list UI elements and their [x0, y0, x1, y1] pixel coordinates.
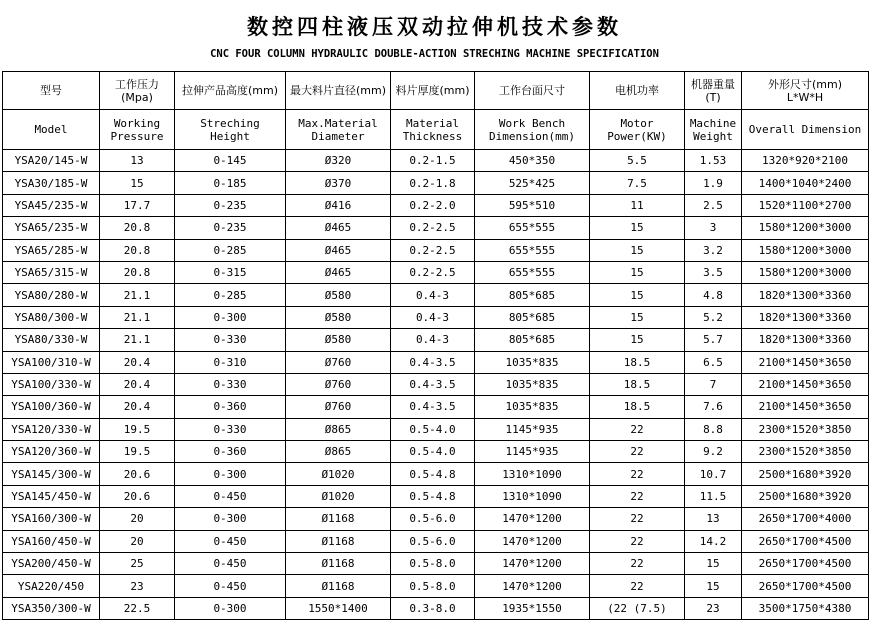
- header-material-thickness: [391, 72, 475, 110]
- cell-material-thickness: 0.5-4.8: [391, 463, 475, 485]
- cell-material-thickness: 0.2-2.0: [391, 194, 475, 216]
- cell-working-pressure: 15: [100, 172, 175, 194]
- header-text: Pressure: [110, 129, 164, 143]
- cell-motor-power: 11: [590, 194, 685, 216]
- cell-motor-power: 15: [590, 329, 685, 351]
- cell-overall-dimension: 1820*1300*3360: [742, 284, 869, 306]
- cell-motor-power: 22: [590, 553, 685, 575]
- table-row: [3, 373, 869, 395]
- cell-max-material-diameter: Ø465: [286, 239, 391, 261]
- cell-work-bench-dimension: 655*555: [475, 217, 590, 239]
- cell-working-pressure: 21.1: [100, 329, 175, 351]
- cell-working-pressure: 20.4: [100, 396, 175, 418]
- cell-working-pressure: 20.8: [100, 217, 175, 239]
- cell-max-material-diameter: Ø760: [286, 396, 391, 418]
- table-row: [3, 463, 869, 485]
- cell-machine-weight: 23: [685, 597, 742, 619]
- cell-working-pressure: 13: [100, 150, 175, 172]
- cell-streching-height: 0-450: [175, 553, 286, 575]
- cell-motor-power: 18.5: [590, 373, 685, 395]
- page-title: 数控四柱液压双动拉伸机技术参数: [247, 14, 622, 39]
- cell-overall-dimension: 2500*1680*3920: [742, 463, 869, 485]
- cell-work-bench-dimension: 1470*1200: [475, 553, 590, 575]
- table-row: [3, 172, 869, 194]
- header-text: 工作压力: [115, 77, 159, 91]
- cell-machine-weight: 5.7: [685, 329, 742, 351]
- cell-streching-height: 0-285: [175, 239, 286, 261]
- cell-working-pressure: 23: [100, 575, 175, 597]
- cell-material-thickness: 0.5-4.0: [391, 441, 475, 463]
- cell-streching-height: 0-235: [175, 217, 286, 239]
- header-text: Machine: [689, 116, 737, 130]
- cell-streching-height: 0-285: [175, 284, 286, 306]
- cell-motor-power: 15: [590, 239, 685, 261]
- table-row: [3, 351, 869, 373]
- cell-machine-weight: 8.8: [685, 418, 742, 440]
- cell-model: YSA200/450-W: [3, 553, 100, 575]
- header-overall-dimension: [742, 110, 869, 150]
- header-work-bench-dimension: [475, 72, 590, 110]
- cell-streching-height: 0-450: [175, 575, 286, 597]
- cell-working-pressure: 21.1: [100, 306, 175, 328]
- spec-table-body: [3, 72, 869, 620]
- cell-model: YSA120/330-W: [3, 418, 100, 440]
- cell-model: YSA100/330-W: [3, 373, 100, 395]
- cell-work-bench-dimension: 1470*1200: [475, 508, 590, 530]
- cell-max-material-diameter: Ø416: [286, 194, 391, 216]
- cell-model: YSA160/300-W: [3, 508, 100, 530]
- header-material-thickness: [391, 110, 475, 150]
- cell-work-bench-dimension: 655*555: [475, 261, 590, 283]
- cell-working-pressure: 19.5: [100, 441, 175, 463]
- cell-motor-power: 18.5: [590, 351, 685, 373]
- header-text: Diameter: [311, 129, 365, 143]
- cell-overall-dimension: 1580*1200*3000: [742, 261, 869, 283]
- spec-table: [2, 71, 869, 620]
- table-row: [3, 485, 869, 507]
- cell-streching-height: 0-300: [175, 306, 286, 328]
- header-overall-dimension: [742, 72, 869, 110]
- cell-max-material-diameter: Ø1168: [286, 530, 391, 552]
- table-row: [3, 239, 869, 261]
- header-text: 电机功率: [615, 84, 659, 97]
- cell-streching-height: 0-310: [175, 351, 286, 373]
- cell-machine-weight: 3: [685, 217, 742, 239]
- header-text: Max.Material: [298, 116, 378, 130]
- cell-overall-dimension: 1320*920*2100: [742, 150, 869, 172]
- table-row: [3, 441, 869, 463]
- header-text: Work Bench: [498, 116, 566, 130]
- cell-work-bench-dimension: 1145*935: [475, 418, 590, 440]
- cell-model: YSA20/145-W: [3, 150, 100, 172]
- cell-overall-dimension: 2100*1450*3650: [742, 396, 869, 418]
- cell-model: YSA120/360-W: [3, 441, 100, 463]
- header-machine-weight: [685, 110, 742, 150]
- cell-material-thickness: 0.4-3: [391, 329, 475, 351]
- header-text: Working: [113, 116, 161, 130]
- cell-streching-height: 0-315: [175, 261, 286, 283]
- cell-overall-dimension: 3500*1750*4380: [742, 597, 869, 619]
- header-text: Weight: [693, 129, 733, 143]
- cell-working-pressure: 19.5: [100, 418, 175, 440]
- cell-work-bench-dimension: 595*510: [475, 194, 590, 216]
- header-text: 拉伸产品高度(mm): [181, 84, 278, 97]
- cell-work-bench-dimension: 1035*835: [475, 396, 590, 418]
- cell-working-pressure: 20: [100, 530, 175, 552]
- cell-max-material-diameter: Ø1168: [286, 575, 391, 597]
- header-text: (T): [705, 90, 721, 104]
- cell-machine-weight: 15: [685, 575, 742, 597]
- cell-streching-height: 0-330: [175, 373, 286, 395]
- cell-machine-weight: 5.2: [685, 306, 742, 328]
- cell-work-bench-dimension: 450*350: [475, 150, 590, 172]
- cell-work-bench-dimension: 1145*935: [475, 441, 590, 463]
- cell-motor-power: 22: [590, 441, 685, 463]
- cell-motor-power: 22: [590, 463, 685, 485]
- cell-max-material-diameter: Ø580: [286, 284, 391, 306]
- cell-max-material-diameter: Ø370: [286, 172, 391, 194]
- cell-model: YSA220/450: [3, 575, 100, 597]
- header-text: 最大料片直径(mm): [289, 84, 386, 97]
- cell-model: YSA145/450-W: [3, 485, 100, 507]
- table-row: [3, 194, 869, 216]
- cell-material-thickness: 0.5-6.0: [391, 530, 475, 552]
- cell-machine-weight: 3.2: [685, 239, 742, 261]
- cell-streching-height: 0-300: [175, 597, 286, 619]
- cell-material-thickness: 0.5-8.0: [391, 575, 475, 597]
- header-text: Power(KW): [607, 129, 667, 143]
- cell-material-thickness: 0.2-1.5: [391, 150, 475, 172]
- header-motor-power: [590, 72, 685, 110]
- cell-machine-weight: 1.9: [685, 172, 742, 194]
- cell-model: YSA65/285-W: [3, 239, 100, 261]
- cell-work-bench-dimension: 805*685: [475, 284, 590, 306]
- cell-material-thickness: 0.5-4.8: [391, 485, 475, 507]
- header-text: 型号: [40, 84, 62, 97]
- cell-overall-dimension: 1820*1300*3360: [742, 306, 869, 328]
- header-work-bench-dimension: [475, 110, 590, 150]
- cell-model: YSA65/315-W: [3, 261, 100, 283]
- cell-overall-dimension: 2650*1700*4500: [742, 553, 869, 575]
- cell-machine-weight: 3.5: [685, 261, 742, 283]
- header-row-cn: [3, 72, 869, 110]
- cell-overall-dimension: 2650*1700*4000: [742, 508, 869, 530]
- cell-max-material-diameter: Ø465: [286, 261, 391, 283]
- cell-motor-power: 22: [590, 508, 685, 530]
- cell-max-material-diameter: Ø1168: [286, 553, 391, 575]
- cell-max-material-diameter: Ø1168: [286, 508, 391, 530]
- cell-working-pressure: 21.1: [100, 284, 175, 306]
- table-row: [3, 329, 869, 351]
- page-subtitle: CNC FOUR COLUMN HYDRAULIC DOUBLE-ACTION STRECHING MACHINE SPECIFICATION: [210, 48, 659, 60]
- table-row: [3, 575, 869, 597]
- header-text: Dimension(mm): [488, 129, 576, 143]
- header-model: [3, 72, 100, 110]
- table-row: [3, 553, 869, 575]
- header-streching-height: [175, 110, 286, 150]
- cell-material-thickness: 0.5-8.0: [391, 553, 475, 575]
- cell-model: YSA145/300-W: [3, 463, 100, 485]
- cell-machine-weight: 10.7: [685, 463, 742, 485]
- cell-work-bench-dimension: 1035*835: [475, 373, 590, 395]
- cell-material-thickness: 0.2-1.8: [391, 172, 475, 194]
- cell-machine-weight: 7: [685, 373, 742, 395]
- header-model: [3, 110, 100, 150]
- cell-max-material-diameter: Ø465: [286, 217, 391, 239]
- header-text: Streching: [200, 116, 260, 130]
- header-text: Material: [406, 116, 459, 130]
- cell-streching-height: 0-300: [175, 463, 286, 485]
- cell-streching-height: 0-300: [175, 508, 286, 530]
- cell-model: YSA65/235-W: [3, 217, 100, 239]
- cell-overall-dimension: 1580*1200*3000: [742, 217, 869, 239]
- table-row: [3, 217, 869, 239]
- cell-material-thickness: 0.4-3.5: [391, 396, 475, 418]
- cell-material-thickness: 0.2-2.5: [391, 217, 475, 239]
- header-text: 工作台面尺寸: [499, 84, 565, 97]
- cell-streching-height: 0-450: [175, 530, 286, 552]
- cell-work-bench-dimension: 1470*1200: [475, 575, 590, 597]
- cell-overall-dimension: 2300*1520*3850: [742, 441, 869, 463]
- cell-overall-dimension: 2650*1700*4500: [742, 575, 869, 597]
- cell-material-thickness: 0.5-4.0: [391, 418, 475, 440]
- cell-max-material-diameter: Ø1020: [286, 485, 391, 507]
- cell-motor-power: 22: [590, 575, 685, 597]
- cell-streching-height: 0-450: [175, 485, 286, 507]
- cell-model: YSA100/310-W: [3, 351, 100, 373]
- header-row-en: [3, 110, 869, 150]
- table-row: [3, 530, 869, 552]
- header-max-material-diameter: [286, 72, 391, 110]
- header-text: Thickness: [402, 129, 463, 143]
- header-streching-height: [175, 72, 286, 110]
- cell-material-thickness: 0.4-3.5: [391, 373, 475, 395]
- cell-overall-dimension: 2100*1450*3650: [742, 351, 869, 373]
- cell-work-bench-dimension: 1310*1090: [475, 485, 590, 507]
- cell-motor-power: (22 (7.5): [590, 597, 685, 619]
- cell-material-thickness: 0.2-2.5: [391, 261, 475, 283]
- cell-motor-power: 15: [590, 217, 685, 239]
- cell-machine-weight: 15: [685, 553, 742, 575]
- cell-model: YSA80/330-W: [3, 329, 100, 351]
- cell-max-material-diameter: Ø580: [286, 329, 391, 351]
- cell-machine-weight: 1.53: [685, 150, 742, 172]
- cell-motor-power: 7.5: [590, 172, 685, 194]
- cell-work-bench-dimension: 1310*1090: [475, 463, 590, 485]
- cell-streching-height: 0-235: [175, 194, 286, 216]
- cell-max-material-diameter: Ø1020: [286, 463, 391, 485]
- cell-motor-power: 22: [590, 418, 685, 440]
- cell-machine-weight: 14.2: [685, 530, 742, 552]
- cell-max-material-diameter: 1550*1400: [286, 597, 391, 619]
- cell-overall-dimension: 1820*1300*3360: [742, 329, 869, 351]
- cell-max-material-diameter: Ø760: [286, 373, 391, 395]
- table-row: [3, 261, 869, 283]
- cell-material-thickness: 0.3-8.0: [391, 597, 475, 619]
- cell-motor-power: 22: [590, 485, 685, 507]
- header-text: Height: [210, 129, 250, 143]
- table-row: [3, 418, 869, 440]
- cell-material-thickness: 0.4-3: [391, 306, 475, 328]
- cell-work-bench-dimension: 655*555: [475, 239, 590, 261]
- cell-max-material-diameter: Ø320: [286, 150, 391, 172]
- cell-overall-dimension: 2100*1450*3650: [742, 373, 869, 395]
- header-text: Model: [34, 123, 68, 136]
- cell-model: YSA45/235-W: [3, 194, 100, 216]
- header-text: L*W*H: [786, 90, 824, 104]
- table-row: [3, 508, 869, 530]
- cell-streching-height: 0-185: [175, 172, 286, 194]
- header-motor-power: [590, 110, 685, 150]
- cell-work-bench-dimension: 1935*1550: [475, 597, 590, 619]
- header-max-material-diameter: [286, 110, 391, 150]
- cell-overall-dimension: 1400*1040*2400: [742, 172, 869, 194]
- cell-model: YSA30/185-W: [3, 172, 100, 194]
- cell-work-bench-dimension: 1470*1200: [475, 530, 590, 552]
- cell-machine-weight: 11.5: [685, 485, 742, 507]
- cell-model: YSA160/450-W: [3, 530, 100, 552]
- table-row: [3, 150, 869, 172]
- cell-work-bench-dimension: 1035*835: [475, 351, 590, 373]
- cell-machine-weight: 7.6: [685, 396, 742, 418]
- cell-streching-height: 0-360: [175, 396, 286, 418]
- table-row: [3, 284, 869, 306]
- cell-motor-power: 15: [590, 261, 685, 283]
- cell-material-thickness: 0.5-6.0: [391, 508, 475, 530]
- cell-streching-height: 0-360: [175, 441, 286, 463]
- cell-working-pressure: 20.4: [100, 373, 175, 395]
- cell-max-material-diameter: Ø865: [286, 441, 391, 463]
- cell-work-bench-dimension: 805*685: [475, 329, 590, 351]
- cell-material-thickness: 0.2-2.5: [391, 239, 475, 261]
- cell-overall-dimension: 2500*1680*3920: [742, 485, 869, 507]
- header-text: 料片厚度(mm): [395, 84, 470, 97]
- header-text: 机器重量: [691, 77, 735, 91]
- cell-streching-height: 0-330: [175, 329, 286, 351]
- cell-machine-weight: 2.5: [685, 194, 742, 216]
- header-working-pressure: [100, 72, 175, 110]
- cell-overall-dimension: 2650*1700*4500: [742, 530, 869, 552]
- cell-working-pressure: 20.4: [100, 351, 175, 373]
- cell-overall-dimension: 2300*1520*3850: [742, 418, 869, 440]
- cell-working-pressure: 25: [100, 553, 175, 575]
- header-text: Motor: [620, 116, 654, 130]
- table-row: [3, 396, 869, 418]
- cell-model: YSA80/280-W: [3, 284, 100, 306]
- cell-working-pressure: 20: [100, 508, 175, 530]
- cell-working-pressure: 22.5: [100, 597, 175, 619]
- cell-material-thickness: 0.4-3.5: [391, 351, 475, 373]
- header-text: 外形尺寸(mm): [767, 77, 842, 91]
- cell-working-pressure: 20.8: [100, 239, 175, 261]
- cell-working-pressure: 20.8: [100, 261, 175, 283]
- cell-streching-height: 0-145: [175, 150, 286, 172]
- table-row: [3, 306, 869, 328]
- header-text: (Mpa): [121, 90, 153, 104]
- cell-work-bench-dimension: 805*685: [475, 306, 590, 328]
- cell-max-material-diameter: Ø865: [286, 418, 391, 440]
- cell-overall-dimension: 1520*1100*2700: [742, 194, 869, 216]
- header-text: Overall Dimension: [748, 123, 862, 136]
- cell-motor-power: 5.5: [590, 150, 685, 172]
- cell-machine-weight: 9.2: [685, 441, 742, 463]
- cell-motor-power: 18.5: [590, 396, 685, 418]
- cell-motor-power: 15: [590, 306, 685, 328]
- cell-working-pressure: 20.6: [100, 485, 175, 507]
- cell-overall-dimension: 1580*1200*3000: [742, 239, 869, 261]
- cell-machine-weight: 6.5: [685, 351, 742, 373]
- cell-model: YSA100/360-W: [3, 396, 100, 418]
- cell-machine-weight: 4.8: [685, 284, 742, 306]
- header-machine-weight: [685, 72, 742, 110]
- cell-material-thickness: 0.4-3: [391, 284, 475, 306]
- cell-working-pressure: 17.7: [100, 194, 175, 216]
- cell-model: YSA80/300-W: [3, 306, 100, 328]
- cell-motor-power: 22: [590, 530, 685, 552]
- cell-model: YSA350/300-W: [3, 597, 100, 619]
- cell-working-pressure: 20.6: [100, 463, 175, 485]
- cell-motor-power: 15: [590, 284, 685, 306]
- cell-max-material-diameter: Ø580: [286, 306, 391, 328]
- cell-machine-weight: 13: [685, 508, 742, 530]
- header-working-pressure: [100, 110, 175, 150]
- cell-work-bench-dimension: 525*425: [475, 172, 590, 194]
- cell-streching-height: 0-330: [175, 418, 286, 440]
- cell-max-material-diameter: Ø760: [286, 351, 391, 373]
